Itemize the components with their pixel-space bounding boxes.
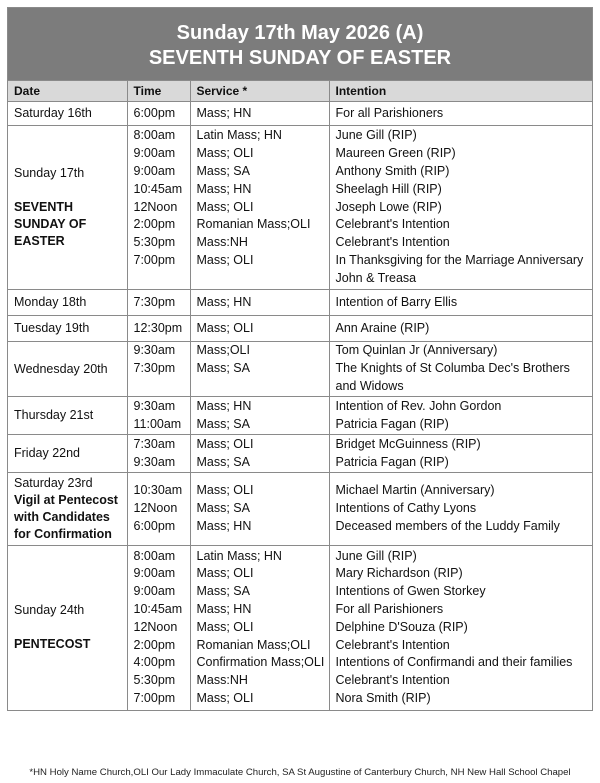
time-value: 9:30am: [133, 398, 176, 413]
intention-value: In Thanksgiving for the Marriage Anniversary: [335, 252, 584, 267]
time-value: 9:00am: [133, 146, 176, 161]
intention-value: Michael Martin (Anniversary): [335, 483, 495, 498]
service-value: Mass; OLI: [196, 566, 254, 581]
day-label: Saturday 16th: [14, 106, 92, 120]
schedule-body: [8, 102, 592, 710]
intention-value: Intention of Rev. John Gordon: [335, 398, 502, 413]
service-cell: [190, 473, 329, 546]
table-row: [8, 316, 592, 342]
service-cell: [190, 316, 329, 342]
feast-label: for Confirmation: [14, 527, 112, 541]
time-value: 7:30am: [133, 436, 176, 451]
intention-value: Intentions of Gwen Storkey: [335, 584, 486, 599]
schedule-banner: [8, 8, 592, 81]
intention-value: Maureen Green (RIP): [335, 146, 456, 161]
feast-label: SUNDAY OF: [14, 217, 87, 231]
time-value: 4:00pm: [133, 655, 176, 670]
time-value: [134, 378, 190, 396]
service-value: Latin Mass; HN: [196, 548, 282, 563]
service-value: Mass:NH: [196, 235, 248, 250]
intention-value: Patricia Fagan (RIP): [335, 416, 449, 431]
time-value: 6:00pm: [133, 518, 176, 533]
intention-cell: [329, 290, 592, 316]
service-value: Mass; HN: [196, 518, 252, 533]
service-value: Mass; SA: [196, 361, 250, 376]
table-header-row: [8, 81, 592, 102]
service-value: Mass; HN: [196, 602, 252, 617]
intention-value: Tom Quinlan Jr (Anniversary): [335, 343, 498, 358]
service-cell: [190, 126, 329, 290]
service-value: [197, 378, 329, 396]
service-value: Latin Mass; HN: [196, 128, 282, 143]
intention-value: Sheelagh Hill (RIP): [335, 181, 442, 196]
intention-value: Celebrant's Intention: [335, 637, 450, 652]
time-cell: [127, 126, 190, 290]
intention-value: June Gill (RIP): [335, 128, 417, 143]
time-cell: [127, 102, 190, 126]
service-value: Mass:NH: [196, 673, 248, 688]
service-value: Mass; SA: [196, 501, 250, 516]
time-cell: [127, 290, 190, 316]
intention-cell: [329, 102, 592, 126]
intention-value: Anthony Smith (RIP): [335, 164, 450, 178]
time-cell: [127, 316, 190, 342]
service-cell: [190, 435, 329, 473]
service-cell: [190, 397, 329, 435]
column-header-time: Time: [127, 81, 190, 102]
day-label: Sunday 24th: [14, 603, 85, 618]
table-row: [8, 290, 592, 316]
time-value: 2:00pm: [133, 217, 176, 232]
mass-schedule: [7, 7, 593, 711]
feast-label: EASTER: [14, 234, 65, 248]
date-cell: [8, 342, 127, 397]
intention-cell: [329, 397, 592, 435]
time-value: 10:30am: [133, 483, 183, 498]
time-cell: [127, 546, 190, 710]
table-row: [8, 342, 592, 397]
date-cell: [8, 316, 127, 342]
time-value: 9:30am: [133, 454, 176, 469]
banner-date-title: Sunday 17th May 2026 (A): [176, 22, 424, 44]
intention-value: Celebrant's Intention: [335, 673, 450, 688]
intention-cell: [329, 546, 592, 710]
intention-value: Intentions of Confirmandi and their families: [335, 655, 573, 670]
time-value: 8:00am: [133, 128, 176, 143]
intention-value: Ann Araine (RIP): [335, 320, 430, 335]
service-value: Mass;OLI: [196, 343, 250, 358]
intention-cell: [329, 342, 592, 397]
intention-value: Celebrant's Intention: [335, 235, 450, 250]
service-cell: [190, 102, 329, 126]
service-value: Mass; SA: [196, 454, 250, 469]
intention-value: Deceased members of the Luddy Family: [335, 518, 560, 533]
intention-value: Intentions of Cathy Lyons: [335, 501, 477, 516]
date-spacer: [14, 619, 127, 636]
service-value: Mass; OLI: [196, 146, 254, 161]
service-value: Romanian Mass;OLI: [196, 217, 311, 232]
table-row: [8, 435, 592, 473]
date-cell: [8, 290, 127, 316]
feast-label: SEVENTH: [14, 200, 74, 214]
intention-value: For all Parishioners: [335, 602, 444, 617]
service-value: Mass; SA: [196, 416, 250, 431]
date-cell: [8, 397, 127, 435]
time-cell: [127, 397, 190, 435]
banner-feast-title: SEVENTH SUNDAY OF EASTER: [148, 47, 452, 69]
time-cell: [127, 342, 190, 397]
service-value: Mass; OLI: [196, 436, 254, 451]
table-row: [8, 102, 592, 126]
time-value: 7:30pm: [133, 361, 176, 376]
time-value: 12Noon: [133, 199, 178, 214]
intention-value: Delphine D'Souza (RIP): [335, 619, 468, 634]
service-value: Mass; HN: [196, 105, 252, 120]
service-value: Mass; OLI: [196, 199, 254, 214]
intention-value: The Knights of St Columba Dec's Brothers: [335, 361, 570, 376]
day-label: Saturday 23rd: [14, 476, 93, 490]
time-value: 7:00pm: [133, 252, 176, 267]
location-footnote: *HN Holy Name Church,OLI Our Lady Immaculate Church, SA St Augustine of Canterbury Church, NH New Hall School Chapel: [29, 767, 571, 778]
column-header-intention: Intention: [329, 81, 592, 102]
intention-value: Joseph Lowe (RIP): [335, 199, 442, 214]
time-value: 7:30pm: [133, 294, 176, 309]
time-value: 9:00am: [133, 584, 176, 599]
service-value: Mass; OLI: [196, 320, 254, 335]
time-value: [134, 270, 190, 288]
service-value: Confirmation Mass;OLI: [196, 655, 325, 670]
date-cell: [8, 473, 127, 546]
time-value: 8:00am: [133, 548, 176, 563]
intention-cell: [329, 435, 592, 473]
column-header-service: Service *: [190, 81, 329, 102]
intention-value: Intention of Barry Ellis: [335, 294, 458, 309]
intention-value: For all Parishioners: [335, 105, 444, 120]
day-label: Tuesday 19th: [14, 321, 90, 335]
intention-value: and Widows: [335, 378, 404, 393]
time-value: 6:00pm: [133, 105, 176, 120]
service-value: Mass; SA: [196, 584, 250, 599]
day-label: Monday 18th: [14, 295, 87, 309]
time-value: 7:00pm: [133, 691, 176, 706]
table-row: [8, 126, 592, 290]
day-label: Friday 22nd: [14, 446, 81, 460]
table-row: [8, 473, 592, 546]
time-value: 9:00am: [133, 566, 176, 581]
intention-value: Mary Richardson (RIP): [335, 566, 463, 581]
time-value: 5:30pm: [133, 673, 176, 688]
intention-value: Patricia Fagan (RIP): [335, 454, 449, 469]
service-value: Mass; OLI: [196, 252, 254, 267]
intention-cell: [329, 316, 592, 342]
intention-value: Celebrant's Intention: [335, 217, 450, 232]
feast-label: PENTECOST: [14, 637, 91, 652]
time-value: 9:30am: [133, 343, 176, 358]
feast-label: with Candidates: [14, 510, 110, 524]
time-value: 2:00pm: [133, 637, 176, 652]
service-value: [197, 270, 329, 288]
intention-cell: [329, 473, 592, 546]
service-cell: [190, 342, 329, 397]
service-value: Mass; HN: [196, 294, 252, 309]
column-header-date: Date: [8, 81, 127, 102]
time-value: 12Noon: [133, 619, 178, 634]
service-value: Mass; OLI: [196, 691, 254, 706]
schedule-table: [8, 81, 592, 710]
intention-value: John & Treasa: [335, 270, 417, 285]
time-value: 10:45am: [133, 181, 183, 196]
date-cell: [8, 126, 127, 290]
intention-value: Nora Smith (RIP): [335, 691, 431, 706]
day-label: Sunday 17th: [14, 166, 85, 180]
time-value: 9:00am: [133, 164, 176, 178]
date-spacer: [14, 182, 127, 199]
intention-value: Bridget McGuinness (RIP): [335, 436, 481, 451]
service-value: Mass; HN: [196, 398, 252, 413]
time-cell: [127, 473, 190, 546]
time-value: 12:30pm: [133, 320, 183, 335]
service-value: Mass; OLI: [196, 483, 254, 498]
table-row: [8, 397, 592, 435]
feast-label: Vigil at Pentecost: [14, 493, 118, 507]
service-cell: [190, 290, 329, 316]
time-value: 5:30pm: [133, 235, 176, 250]
time-value: 10:45am: [133, 602, 183, 617]
date-cell: [8, 102, 127, 126]
service-cell: [190, 546, 329, 710]
time-cell: [127, 435, 190, 473]
service-value: Romanian Mass;OLI: [196, 637, 311, 652]
time-value: 12Noon: [133, 501, 178, 516]
table-row: [8, 546, 592, 710]
day-label: Wednesday 20th: [14, 361, 108, 376]
time-value: 11:00am: [133, 416, 182, 431]
service-value: Mass; OLI: [196, 619, 254, 634]
day-label: Thursday 21st: [14, 408, 94, 422]
date-cell: [8, 435, 127, 473]
intention-value: June Gill (RIP): [335, 548, 417, 563]
service-value: Mass; SA: [196, 164, 250, 178]
intention-cell: [329, 126, 592, 290]
date-cell: [8, 546, 127, 710]
service-value: Mass; HN: [196, 181, 252, 196]
